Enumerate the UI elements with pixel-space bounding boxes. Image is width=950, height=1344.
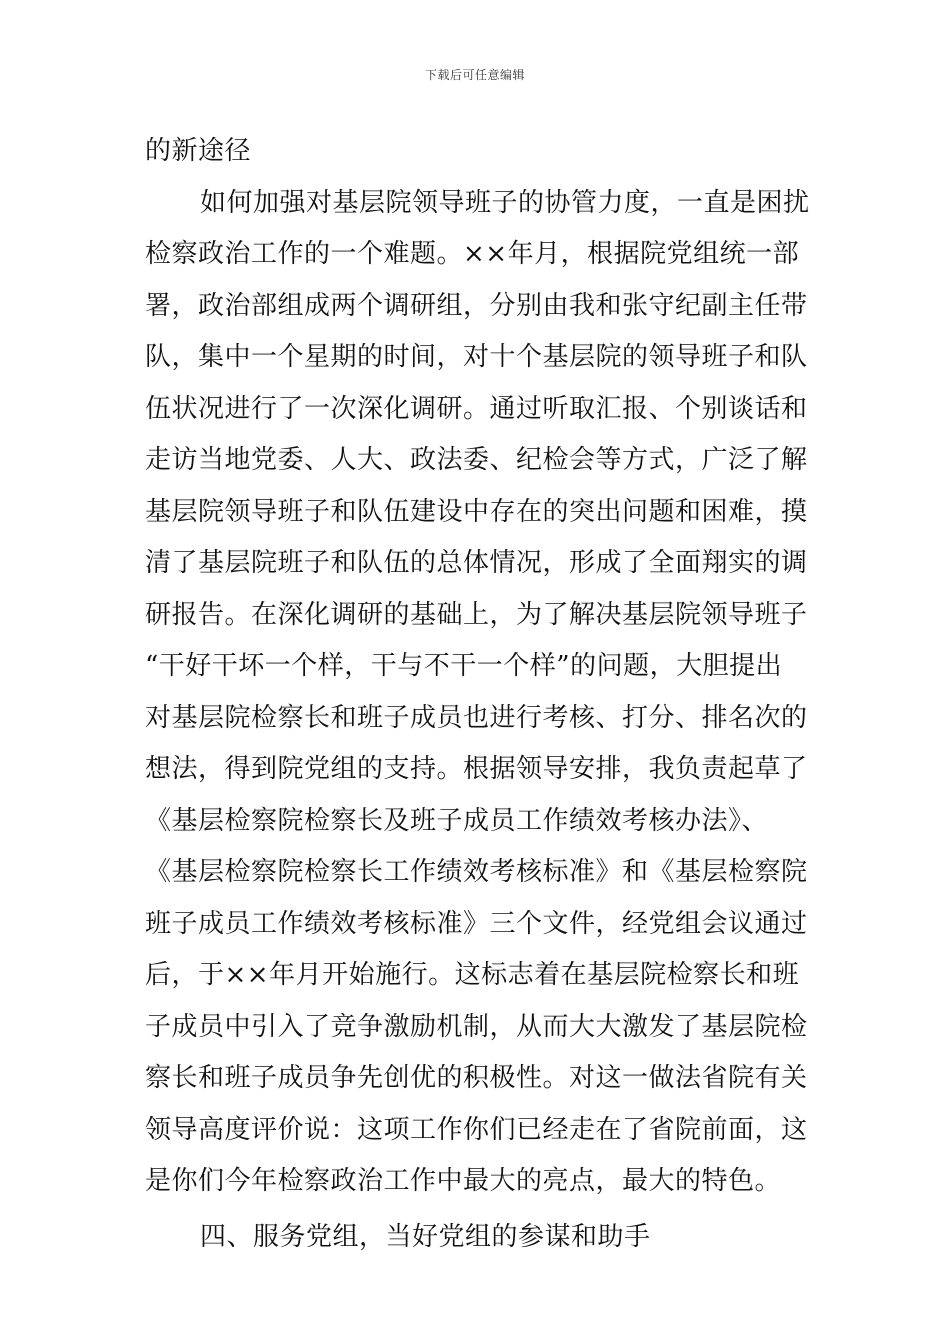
- text-line: 伍状况进行了一次深化调研。通过听取汇报、个别谈话和: [145, 393, 808, 424]
- text-line: 是你们今年检察政治工作中最大的亮点，最大的特色。: [145, 1166, 782, 1196]
- text-line: 领导高度评价说：这项工作你们已经走在了省院前面，这: [145, 1114, 808, 1145]
- text-line: 班子成员工作绩效考核标准》三个文件，经党组会议通过: [145, 908, 808, 939]
- text-line: 研报告。在深化调研的基础上，为了解决基层院领导班子: [145, 599, 808, 630]
- header-note: 下载后可任意编辑: [424, 68, 525, 82]
- text-line: 《基层检察院检察长工作绩效考核标准》和《基层检察院: [145, 857, 808, 887]
- text-line: 基层院领导班子和队伍建设中存在的突出问题和困难，摸: [145, 496, 808, 527]
- text-line: 检察政治工作的一个难题。××年月，根据院党组统一部: [145, 239, 800, 269]
- text-line: 子成员中引入了竞争激励机制，从而大大激发了基层院检: [145, 1011, 808, 1042]
- text-line: 走访当地党委、人大、政法委、纪检会等方式，广泛了解: [145, 445, 808, 475]
- text-line: “干好干坏一个样，干与不干一个样”的问题，大胆提出: [145, 651, 783, 681]
- text-line: 署，政治部组成两个调研组，分别由我和张守纪副主任带: [145, 290, 808, 321]
- text-line: 的新途径: [145, 136, 252, 166]
- text-line: 察长和班子成员争先创优的积极性。对这一做法省院有关: [145, 1063, 808, 1093]
- text-line: 如何加强对基层院领导班子的协管力度，一直是困扰: [200, 187, 810, 218]
- text-line: 队，集中一个星期的时间，对十个基层院的领导班子和队: [145, 342, 808, 372]
- text-line: 想法，得到院党组的支持。根据领导安排，我负责起草了: [145, 754, 808, 784]
- section-heading: 四、服务党组，当好党组的参谋和助手: [200, 1221, 651, 1252]
- text-line: 清了基层院班子和队伍的总体情况，形成了全面翔实的调: [145, 548, 808, 578]
- text-line: 后，于××年月开始施行。这标志着在基层院检察长和班: [145, 960, 800, 990]
- text-line: 《基层检察院检察长及班子成员工作绩效考核办法》、: [145, 805, 769, 836]
- text-line: 对基层院检察长和班子成员也进行考核、打分、排名次的: [145, 702, 808, 733]
- document-body: [145, 126, 813, 1263]
